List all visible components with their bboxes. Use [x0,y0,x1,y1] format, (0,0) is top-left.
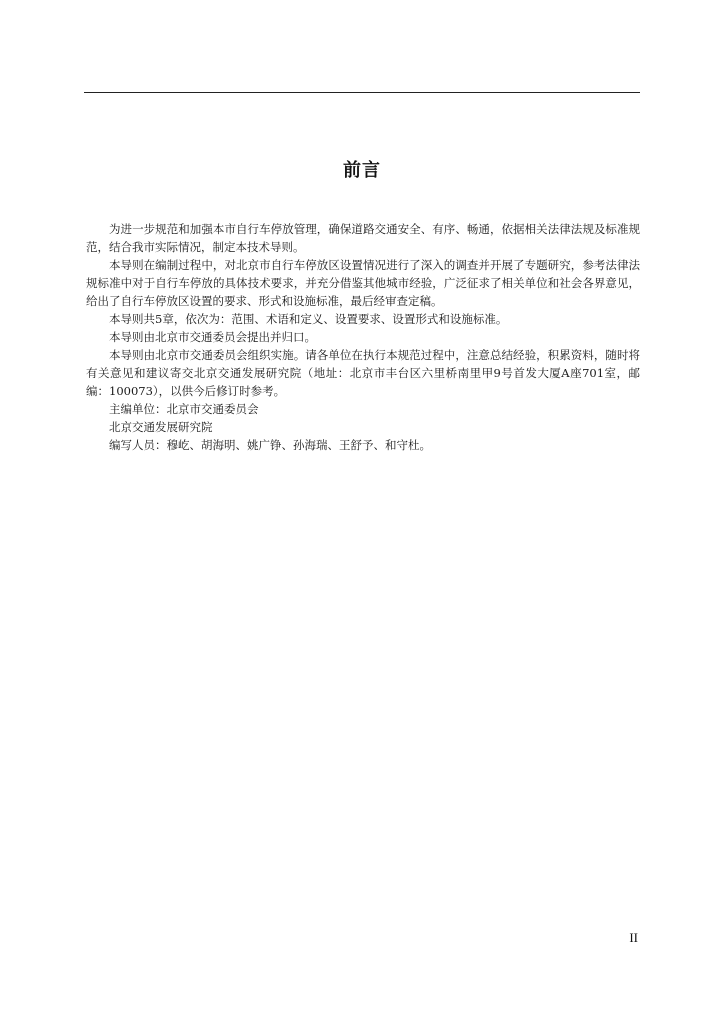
paragraph-implementation: 本导则由北京市交通委员会组织实施。请各单位在执行本规范过程中，注意总结经验，积累资料，随时将有关意见和建议寄交北京交通发展研究院（地址：北京市丰台区六里桥南里甲9号首发大厦A座701室，邮编：100073），以供今后修订时参考。 [86,348,640,398]
page-number: II [629,930,638,945]
page-title: 前言 [343,160,381,181]
body-text [86,220,640,454]
header-rule [84,92,640,93]
paragraph-process: 本导则在编制过程中，对北京市自行车停放区设置情况进行了深入的调查并开展了专题研究，参考法律法规标准中对于自行车停放的具体技术要求，并充分借鉴其他城市经验，广泛征求了相关单位和社会各界意见，给出了自行车停放区设置的要求、形式和设施标准，最后经审查定稿。 [86,258,640,308]
paragraph-purpose: 为进一步规范和加强本市自行车停放管理，确保道路交通安全、有序、畅通，依据相关法律法规及标准规范，结合我市实际情况，制定本技术导则。 [86,222,640,254]
paragraph-chief-editor: 主编单位：北京市交通委员会 [109,402,259,416]
paragraph-co-editor: 北京交通发展研究院 [109,420,213,434]
paragraph-proposer: 本导则由北京市交通委员会提出并归口。 [109,330,316,344]
paragraph-chapters: 本导则共5章，依次为：范围、术语和定义、设置要求、设置形式和设施标准。 [109,312,508,326]
paragraph-authors: 编写人员：穆屹、胡海明、姚广铮、孙海瑞、王舒予、和守杜。 [109,438,431,452]
